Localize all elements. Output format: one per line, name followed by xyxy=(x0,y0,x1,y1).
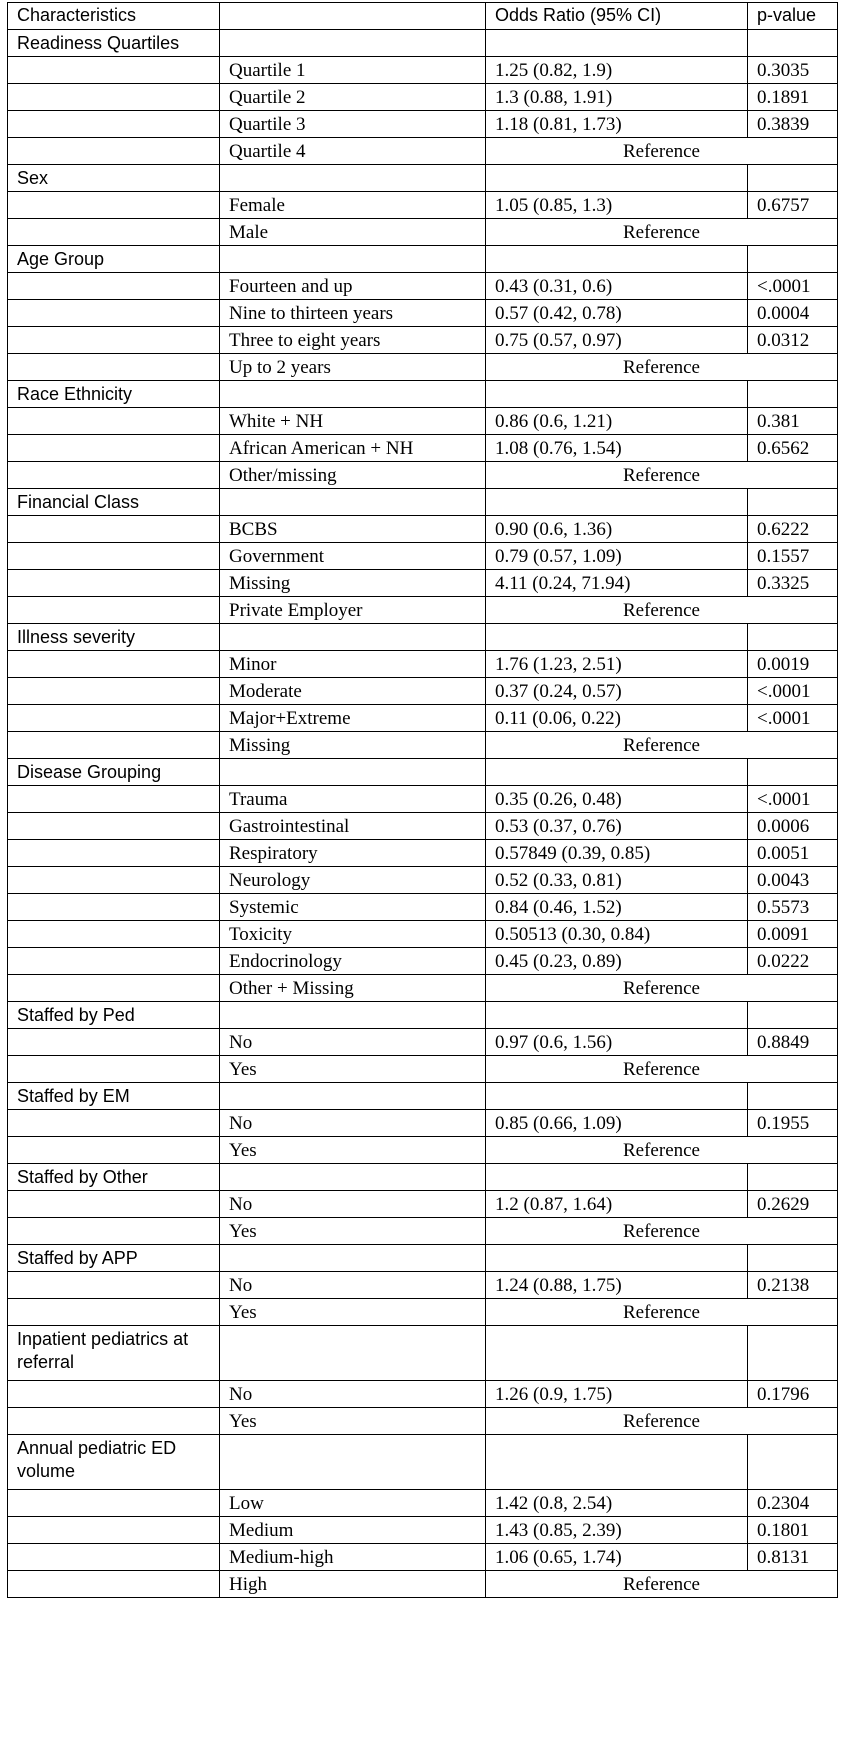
reference-cell: Reference xyxy=(486,1218,838,1245)
odds-ratio-cell: 0.97 (0.6, 1.56) xyxy=(486,1029,748,1056)
category-label: Annual pediatric ED volume xyxy=(8,1435,220,1490)
p-value-cell: 0.0019 xyxy=(748,651,838,678)
odds-ratio-cell: 1.18 (0.81, 1.73) xyxy=(486,111,748,138)
table-row xyxy=(8,57,838,84)
subgroup-label: Up to 2 years xyxy=(220,354,486,381)
empty-cell xyxy=(486,1002,748,1029)
empty-cell xyxy=(8,813,220,840)
empty-cell xyxy=(8,840,220,867)
odds-ratio-cell: 1.08 (0.76, 1.54) xyxy=(486,435,748,462)
empty-cell xyxy=(748,759,838,786)
p-value-cell: 0.0006 xyxy=(748,813,838,840)
table-row xyxy=(8,111,838,138)
empty-cell xyxy=(8,1408,220,1435)
reference-row xyxy=(8,597,838,624)
empty-cell xyxy=(8,57,220,84)
empty-cell xyxy=(8,1191,220,1218)
category-label: Staffed by Ped xyxy=(8,1002,220,1029)
category-row xyxy=(8,30,838,57)
empty-cell xyxy=(220,381,486,408)
empty-cell xyxy=(8,1490,220,1517)
empty-cell xyxy=(8,651,220,678)
empty-cell xyxy=(748,30,838,57)
reference-cell: Reference xyxy=(486,1408,838,1435)
odds-ratio-cell: 0.35 (0.26, 0.48) xyxy=(486,786,748,813)
empty-cell xyxy=(220,1435,486,1490)
subgroup-label: Neurology xyxy=(220,867,486,894)
category-label: Race Ethnicity xyxy=(8,381,220,408)
subgroup-label: Nine to thirteen years xyxy=(220,300,486,327)
empty-cell xyxy=(748,165,838,192)
odds-ratio-cell: 0.85 (0.66, 1.09) xyxy=(486,1110,748,1137)
empty-cell xyxy=(8,597,220,624)
table-body xyxy=(8,3,838,1598)
odds-ratio-cell: 0.57849 (0.39, 0.85) xyxy=(486,840,748,867)
subgroup-label: No xyxy=(220,1272,486,1299)
subgroup-label: Low xyxy=(220,1490,486,1517)
reference-cell: Reference xyxy=(486,138,838,165)
reference-cell: Reference xyxy=(486,219,838,246)
empty-cell xyxy=(8,975,220,1002)
empty-cell xyxy=(8,192,220,219)
subgroup-label: African American + NH xyxy=(220,435,486,462)
empty-cell xyxy=(486,1164,748,1191)
empty-cell xyxy=(220,1083,486,1110)
subgroup-label: BCBS xyxy=(220,516,486,543)
table-row xyxy=(8,948,838,975)
reference-row xyxy=(8,1056,838,1083)
subgroup-label: Other/missing xyxy=(220,462,486,489)
empty-cell xyxy=(8,111,220,138)
category-row xyxy=(8,1164,838,1191)
empty-cell xyxy=(8,1544,220,1571)
odds-ratio-cell: 1.2 (0.87, 1.64) xyxy=(486,1191,748,1218)
reference-cell: Reference xyxy=(486,462,838,489)
p-value-cell: <.0001 xyxy=(748,678,838,705)
empty-cell xyxy=(8,300,220,327)
empty-cell xyxy=(8,1056,220,1083)
category-row xyxy=(8,1245,838,1272)
empty-cell xyxy=(486,759,748,786)
subgroup-label: Yes xyxy=(220,1137,486,1164)
table-row xyxy=(8,327,838,354)
odds-ratio-cell: 0.90 (0.6, 1.36) xyxy=(486,516,748,543)
subgroup-label: Quartile 1 xyxy=(220,57,486,84)
table-row xyxy=(8,1381,838,1408)
empty-cell xyxy=(748,489,838,516)
table-row xyxy=(8,921,838,948)
p-value-cell: 0.6222 xyxy=(748,516,838,543)
reference-cell: Reference xyxy=(486,597,838,624)
empty-cell xyxy=(486,489,748,516)
empty-cell xyxy=(8,1272,220,1299)
table-row xyxy=(8,1029,838,1056)
p-value-cell: 0.1801 xyxy=(748,1517,838,1544)
p-value-cell: 0.1796 xyxy=(748,1381,838,1408)
empty-cell xyxy=(748,381,838,408)
category-label: Disease Grouping xyxy=(8,759,220,786)
reference-row xyxy=(8,354,838,381)
empty-cell xyxy=(748,1326,838,1381)
odds-ratio-cell: 0.50513 (0.30, 0.84) xyxy=(486,921,748,948)
empty-cell xyxy=(748,1002,838,1029)
table-row xyxy=(8,192,838,219)
category-label: Staffed by Other xyxy=(8,1164,220,1191)
empty-cell xyxy=(8,462,220,489)
category-row xyxy=(8,759,838,786)
empty-cell xyxy=(8,219,220,246)
reference-row xyxy=(8,1218,838,1245)
p-value-cell: 0.1891 xyxy=(748,84,838,111)
empty-cell xyxy=(8,1218,220,1245)
empty-cell xyxy=(220,624,486,651)
empty-cell xyxy=(486,246,748,273)
table-row xyxy=(8,300,838,327)
p-value-cell: 0.3839 xyxy=(748,111,838,138)
p-value-cell: 0.2138 xyxy=(748,1272,838,1299)
empty-cell xyxy=(486,1326,748,1381)
p-value-cell: 0.6757 xyxy=(748,192,838,219)
empty-cell xyxy=(8,894,220,921)
category-row xyxy=(8,381,838,408)
empty-cell xyxy=(8,84,220,111)
p-value-cell: 0.0222 xyxy=(748,948,838,975)
table-row xyxy=(8,273,838,300)
empty-cell xyxy=(486,165,748,192)
empty-cell xyxy=(220,1164,486,1191)
category-row xyxy=(8,1326,838,1381)
reference-cell: Reference xyxy=(486,732,838,759)
subgroup-label: Male xyxy=(220,219,486,246)
subgroup-label: Yes xyxy=(220,1218,486,1245)
subgroup-label: Yes xyxy=(220,1408,486,1435)
odds-ratio-cell: 1.05 (0.85, 1.3) xyxy=(486,192,748,219)
table-row xyxy=(8,408,838,435)
subgroup-label: Respiratory xyxy=(220,840,486,867)
subgroup-label: No xyxy=(220,1110,486,1137)
table-row xyxy=(8,543,838,570)
odds-ratio-cell: 0.84 (0.46, 1.52) xyxy=(486,894,748,921)
empty-cell xyxy=(8,516,220,543)
category-label: Readiness Quartiles xyxy=(8,30,220,57)
odds-ratio-cell: 0.43 (0.31, 0.6) xyxy=(486,273,748,300)
reference-row xyxy=(8,975,838,1002)
p-value-cell: 0.8131 xyxy=(748,1544,838,1571)
table-row xyxy=(8,840,838,867)
subgroup-label: No xyxy=(220,1191,486,1218)
subgroup-label: High xyxy=(220,1571,486,1598)
empty-cell xyxy=(8,732,220,759)
empty-cell xyxy=(220,30,486,57)
empty-cell xyxy=(8,570,220,597)
p-value-cell: 0.8849 xyxy=(748,1029,838,1056)
category-row xyxy=(8,624,838,651)
odds-ratio-cell: 1.06 (0.65, 1.74) xyxy=(486,1544,748,1571)
p-value-cell: 0.6562 xyxy=(748,435,838,462)
p-value-cell: 0.1955 xyxy=(748,1110,838,1137)
subgroup-label: Government xyxy=(220,543,486,570)
odds-ratio-cell: 1.3 (0.88, 1.91) xyxy=(486,84,748,111)
empty-cell xyxy=(486,624,748,651)
table-row xyxy=(8,813,838,840)
empty-cell xyxy=(8,1029,220,1056)
subgroup-label: Three to eight years xyxy=(220,327,486,354)
p-value-cell: <.0001 xyxy=(748,273,838,300)
empty-cell xyxy=(220,165,486,192)
empty-cell xyxy=(220,1326,486,1381)
table-row xyxy=(8,1544,838,1571)
reference-cell: Reference xyxy=(486,1571,838,1598)
category-row xyxy=(8,246,838,273)
p-value-cell: 0.0043 xyxy=(748,867,838,894)
odds-ratio-table xyxy=(7,2,838,1598)
subgroup-label: Endocrinology xyxy=(220,948,486,975)
table-row xyxy=(8,1191,838,1218)
p-value-cell: 0.0004 xyxy=(748,300,838,327)
reference-cell: Reference xyxy=(486,1137,838,1164)
empty-cell xyxy=(220,489,486,516)
reference-row xyxy=(8,462,838,489)
p-value-cell: 0.381 xyxy=(748,408,838,435)
reference-row xyxy=(8,219,838,246)
header-subgroup xyxy=(220,3,486,30)
p-value-cell: 0.2304 xyxy=(748,1490,838,1517)
reference-row xyxy=(8,1571,838,1598)
subgroup-label: Private Employer xyxy=(220,597,486,624)
reference-cell: Reference xyxy=(486,1056,838,1083)
category-label: Age Group xyxy=(8,246,220,273)
odds-ratio-cell: 0.37 (0.24, 0.57) xyxy=(486,678,748,705)
odds-ratio-cell: 1.24 (0.88, 1.75) xyxy=(486,1272,748,1299)
empty-cell xyxy=(8,273,220,300)
table-row xyxy=(8,516,838,543)
subgroup-label: Yes xyxy=(220,1299,486,1326)
empty-cell xyxy=(8,408,220,435)
p-value-cell: 0.3035 xyxy=(748,57,838,84)
p-value-cell: 0.0091 xyxy=(748,921,838,948)
subgroup-label: Quartile 2 xyxy=(220,84,486,111)
category-label: Sex xyxy=(8,165,220,192)
empty-cell xyxy=(486,381,748,408)
empty-cell xyxy=(8,1137,220,1164)
reference-row xyxy=(8,1137,838,1164)
empty-cell xyxy=(748,1164,838,1191)
odds-ratio-cell: 1.42 (0.8, 2.54) xyxy=(486,1490,748,1517)
odds-ratio-cell: 1.76 (1.23, 2.51) xyxy=(486,651,748,678)
p-value-cell: 0.0312 xyxy=(748,327,838,354)
category-row xyxy=(8,489,838,516)
empty-cell xyxy=(8,435,220,462)
p-value-cell: 0.2629 xyxy=(748,1191,838,1218)
table-row xyxy=(8,894,838,921)
subgroup-label: Gastrointestinal xyxy=(220,813,486,840)
subgroup-label: Moderate xyxy=(220,678,486,705)
table-row xyxy=(8,1490,838,1517)
odds-ratio-cell: 0.11 (0.06, 0.22) xyxy=(486,705,748,732)
empty-cell xyxy=(748,1435,838,1490)
empty-cell xyxy=(8,1110,220,1137)
odds-ratio-cell: 0.57 (0.42, 0.78) xyxy=(486,300,748,327)
subgroup-label: Major+Extreme xyxy=(220,705,486,732)
reference-row xyxy=(8,1299,838,1326)
subgroup-label: Medium xyxy=(220,1517,486,1544)
subgroup-label: Missing xyxy=(220,732,486,759)
table-row xyxy=(8,1517,838,1544)
empty-cell xyxy=(8,354,220,381)
empty-cell xyxy=(8,948,220,975)
subgroup-label: Quartile 4 xyxy=(220,138,486,165)
empty-cell xyxy=(748,246,838,273)
empty-cell xyxy=(8,867,220,894)
reference-row xyxy=(8,732,838,759)
reference-row xyxy=(8,138,838,165)
empty-cell xyxy=(486,1435,748,1490)
empty-cell xyxy=(8,1517,220,1544)
table-row xyxy=(8,570,838,597)
category-label: Staffed by APP xyxy=(8,1245,220,1272)
reference-row xyxy=(8,1408,838,1435)
p-value-cell: 0.0051 xyxy=(748,840,838,867)
empty-cell xyxy=(748,624,838,651)
subgroup-label: Female xyxy=(220,192,486,219)
odds-ratio-cell: 0.52 (0.33, 0.81) xyxy=(486,867,748,894)
subgroup-label: Trauma xyxy=(220,786,486,813)
subgroup-label: Other + Missing xyxy=(220,975,486,1002)
reference-cell: Reference xyxy=(486,975,838,1002)
category-label: Financial Class xyxy=(8,489,220,516)
category-label: Illness severity xyxy=(8,624,220,651)
odds-ratio-cell: 1.25 (0.82, 1.9) xyxy=(486,57,748,84)
subgroup-label: Systemic xyxy=(220,894,486,921)
subgroup-label: White + NH xyxy=(220,408,486,435)
subgroup-label: No xyxy=(220,1381,486,1408)
header-odds-ratio: Odds Ratio (95% CI) xyxy=(486,3,748,30)
table-row xyxy=(8,705,838,732)
empty-cell xyxy=(220,1245,486,1272)
table-row xyxy=(8,1272,838,1299)
table-row xyxy=(8,867,838,894)
odds-ratio-cell: 0.53 (0.37, 0.76) xyxy=(486,813,748,840)
odds-ratio-cell: 1.43 (0.85, 2.39) xyxy=(486,1517,748,1544)
odds-ratio-cell: 0.45 (0.23, 0.89) xyxy=(486,948,748,975)
empty-cell xyxy=(220,759,486,786)
empty-cell xyxy=(748,1245,838,1272)
table-row xyxy=(8,786,838,813)
empty-cell xyxy=(8,1299,220,1326)
odds-ratio-cell: 0.75 (0.57, 0.97) xyxy=(486,327,748,354)
reference-cell: Reference xyxy=(486,354,838,381)
category-label: Staffed by EM xyxy=(8,1083,220,1110)
subgroup-label: Yes xyxy=(220,1056,486,1083)
empty-cell xyxy=(486,1083,748,1110)
empty-cell xyxy=(8,786,220,813)
empty-cell xyxy=(8,678,220,705)
odds-ratio-cell: 1.26 (0.9, 1.75) xyxy=(486,1381,748,1408)
empty-cell xyxy=(8,138,220,165)
subgroup-label: Fourteen and up xyxy=(220,273,486,300)
subgroup-label: No xyxy=(220,1029,486,1056)
table-row xyxy=(8,678,838,705)
table-row xyxy=(8,1110,838,1137)
empty-cell xyxy=(8,327,220,354)
empty-cell xyxy=(8,705,220,732)
header-row xyxy=(8,3,838,30)
p-value-cell: 0.5573 xyxy=(748,894,838,921)
subgroup-label: Minor xyxy=(220,651,486,678)
subgroup-label: Medium-high xyxy=(220,1544,486,1571)
table-row xyxy=(8,435,838,462)
table-row xyxy=(8,651,838,678)
empty-cell xyxy=(220,246,486,273)
header-p-value: p-value xyxy=(748,3,838,30)
header-characteristics: Characteristics xyxy=(8,3,220,30)
odds-ratio-cell: 4.11 (0.24, 71.94) xyxy=(486,570,748,597)
category-label: Inpatient pediatrics at referral xyxy=(8,1326,220,1381)
category-row xyxy=(8,165,838,192)
empty-cell xyxy=(748,1083,838,1110)
empty-cell xyxy=(486,1245,748,1272)
empty-cell xyxy=(8,1381,220,1408)
p-value-cell: <.0001 xyxy=(748,786,838,813)
category-row xyxy=(8,1435,838,1490)
p-value-cell: <.0001 xyxy=(748,705,838,732)
category-row xyxy=(8,1002,838,1029)
odds-ratio-cell: 0.86 (0.6, 1.21) xyxy=(486,408,748,435)
category-row xyxy=(8,1083,838,1110)
reference-cell: Reference xyxy=(486,1299,838,1326)
empty-cell xyxy=(8,921,220,948)
subgroup-label: Missing xyxy=(220,570,486,597)
empty-cell xyxy=(486,30,748,57)
p-value-cell: 0.1557 xyxy=(748,543,838,570)
table-row xyxy=(8,84,838,111)
p-value-cell: 0.3325 xyxy=(748,570,838,597)
subgroup-label: Toxicity xyxy=(220,921,486,948)
empty-cell xyxy=(220,1002,486,1029)
odds-ratio-cell: 0.79 (0.57, 1.09) xyxy=(486,543,748,570)
empty-cell xyxy=(8,1571,220,1598)
subgroup-label: Quartile 3 xyxy=(220,111,486,138)
empty-cell xyxy=(8,543,220,570)
